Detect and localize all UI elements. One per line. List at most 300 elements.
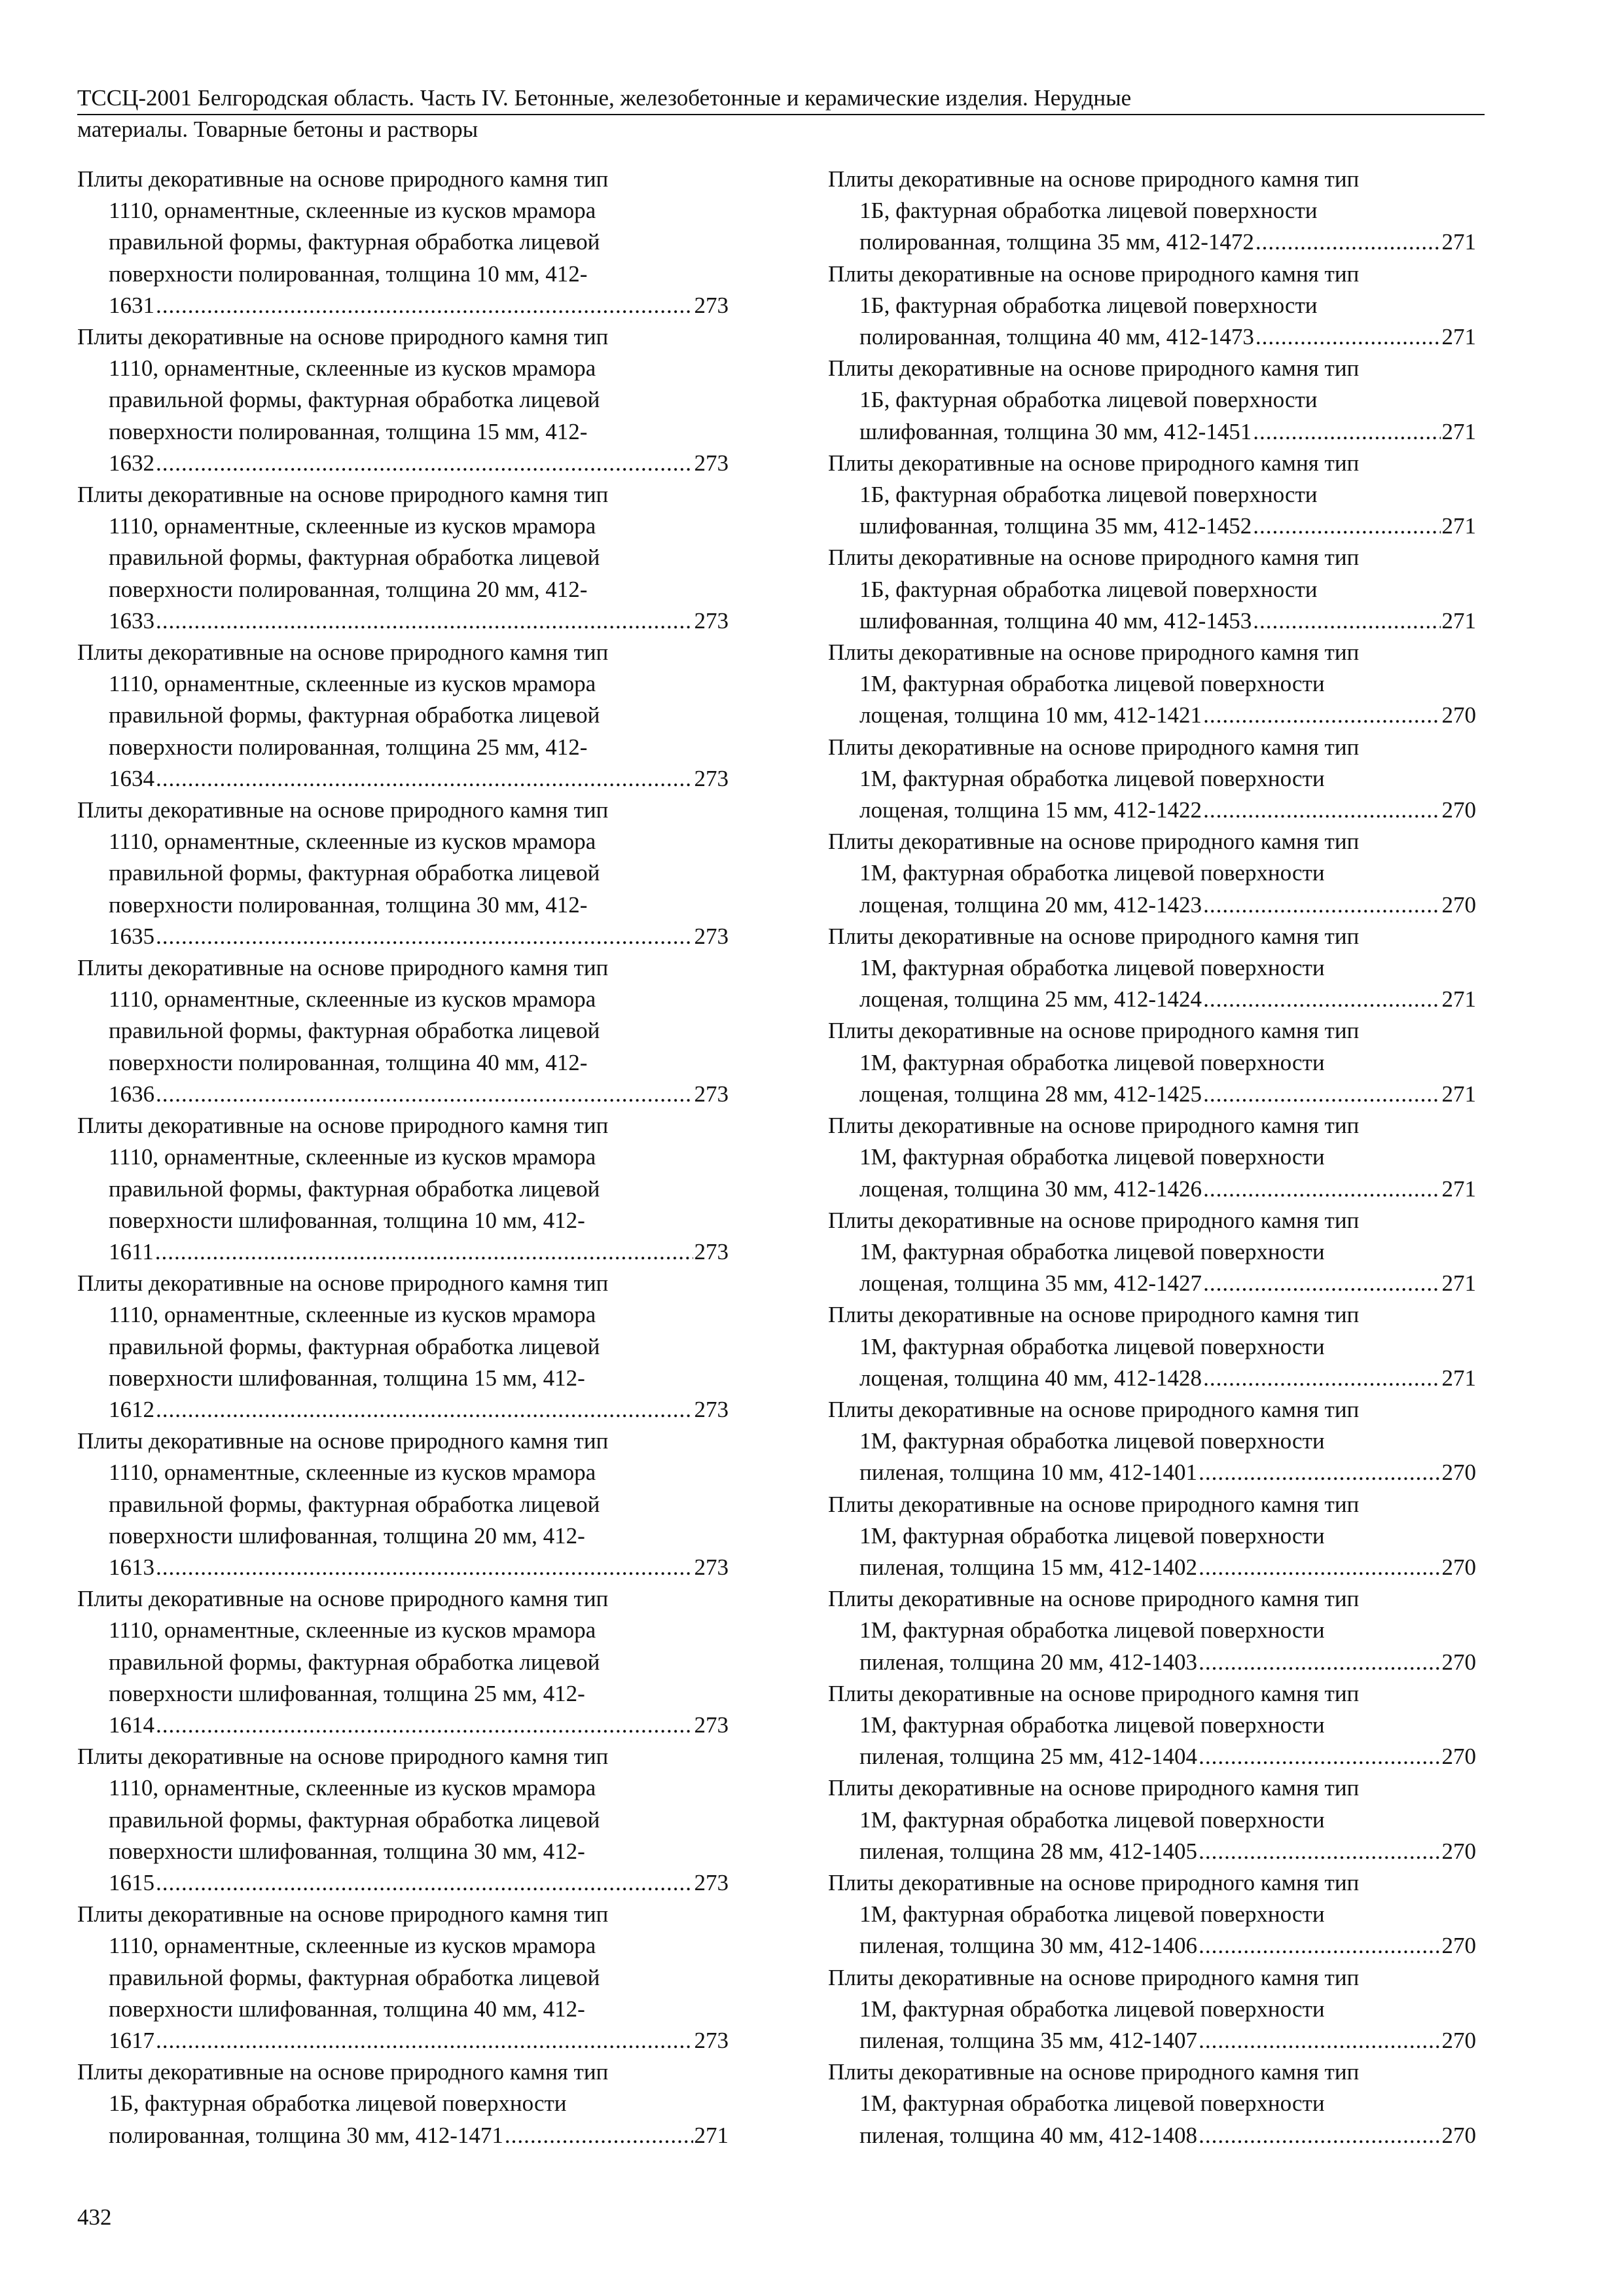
dot-leader xyxy=(1199,1457,1440,1488)
entry-title: Плиты декоративные на основе природного камня тип xyxy=(828,260,1360,287)
entry-title: Плиты декоративные на основе природного камня тип xyxy=(828,545,1360,571)
index-entry xyxy=(828,1583,1476,1678)
entry-code: пиленая, толщина 20 мм, 412-1403 xyxy=(859,1649,1198,1675)
dot-leader xyxy=(1199,1930,1440,1962)
entry-code: пиленая, толщина 35 мм, 412-1407 xyxy=(859,2027,1198,2053)
entry-continuation xyxy=(828,1710,1476,1772)
entry-page-ref: 273 xyxy=(694,1081,729,1107)
entry-continuation xyxy=(77,984,729,1110)
dot-leader xyxy=(156,1552,693,1583)
entry-continuation xyxy=(828,384,1476,447)
entry-line: 1Б, фактурная обработка лицевой поверхности xyxy=(859,387,1318,413)
index-entry xyxy=(828,1962,1476,2057)
entry-line: правильной формы, фактурная обработка лицевой xyxy=(109,1175,600,1202)
entry-code: 1611 xyxy=(109,1238,154,1265)
entry-continuation xyxy=(828,1236,1476,1299)
entry-title: Плиты декоративные на основе природного камня тип xyxy=(828,1302,1360,1328)
dot-leader xyxy=(156,921,693,952)
entry-page-ref: 273 xyxy=(694,2027,729,2053)
entry-page-ref: 273 xyxy=(694,1554,729,1580)
entry-line: 1М, фактурная обработка лицевой поверхности xyxy=(859,955,1325,981)
entry-continuation xyxy=(828,1520,1476,1583)
entry-page-ref: 270 xyxy=(1441,797,1476,823)
entry-line: поверхности полированная, толщина 20 мм, 412- xyxy=(109,576,588,602)
index-entry xyxy=(77,1110,729,1268)
entry-continuation xyxy=(828,952,1476,1015)
entry-line: поверхности шлифованная, толщина 40 мм, 412- xyxy=(109,1996,585,2022)
index-entry xyxy=(828,1867,1476,1962)
entry-code: пиленая, толщина 10 мм, 412-1401 xyxy=(859,1460,1198,1486)
entry-page-ref: 273 xyxy=(694,1712,729,1738)
entry-last-line xyxy=(109,763,729,795)
entry-continuation xyxy=(77,668,729,795)
entry-last-line xyxy=(859,511,1476,542)
entry-last-line xyxy=(859,1457,1476,1488)
entry-title: Плиты декоративные на основе природного камня тип xyxy=(828,923,1360,949)
dot-leader xyxy=(1203,795,1440,826)
entry-continuation xyxy=(828,1899,1476,1962)
index-entry xyxy=(828,542,1476,637)
entry-page-ref: 270 xyxy=(1441,1933,1476,1959)
dot-leader xyxy=(1255,321,1441,353)
entry-continuation xyxy=(77,826,729,952)
entry-line: поверхности полированная, толщина 40 мм, 412- xyxy=(109,1049,588,1075)
dot-leader xyxy=(1203,1079,1440,1110)
entry-line: правильной формы, фактурная обработка лицевой xyxy=(109,1649,600,1675)
entry-code: пиленая, толщина 28 мм, 412-1405 xyxy=(859,1838,1198,1864)
index-entry xyxy=(77,479,729,637)
entry-title: Плиты декоративные на основе природного камня тип xyxy=(828,639,1360,666)
entry-continuation xyxy=(828,1331,1476,1394)
entry-page-ref: 273 xyxy=(694,1869,729,1895)
entry-last-line xyxy=(859,605,1476,637)
entry-line: 1110, орнаментные, склеенные из кусков мрамора xyxy=(109,1933,596,1959)
entry-code: пиленая, толщина 30 мм, 412-1406 xyxy=(859,1933,1198,1959)
entry-last-line xyxy=(859,984,1476,1015)
entry-page-ref: 270 xyxy=(1441,1744,1476,1770)
dot-leader xyxy=(1199,1741,1440,1772)
entry-line: поверхности шлифованная, толщина 20 мм, 412- xyxy=(109,1522,585,1549)
entry-continuation xyxy=(77,511,729,637)
entry-line: 1Б, фактурная обработка лицевой поверхности xyxy=(109,2090,567,2117)
entry-last-line xyxy=(859,1836,1476,1867)
entry-line: 1Б, фактурная обработка лицевой поверхности xyxy=(859,482,1318,508)
entry-title: Плиты декоративные на основе природного камня тип xyxy=(77,324,609,350)
entry-page-ref: 273 xyxy=(694,1396,729,1422)
entry-title: Плиты декоративные на основе природного камня тип xyxy=(77,639,609,666)
entry-page-ref: 270 xyxy=(1441,891,1476,918)
entry-line: поверхности шлифованная, толщина 30 мм, 412- xyxy=(109,1838,585,1864)
index-column-left xyxy=(77,164,729,2151)
index-entry xyxy=(77,1583,729,1741)
entry-page-ref: 271 xyxy=(1441,986,1476,1013)
entry-code: полированная, толщина 35 мм, 412-1472 xyxy=(859,229,1254,255)
dot-leader xyxy=(155,1236,693,1268)
entry-line: 1110, орнаментные, склеенные из кусков мрамора xyxy=(109,829,596,855)
entry-code: лощеная, толщина 40 мм, 412-1428 xyxy=(859,1365,1202,1391)
entry-code: лощеная, толщина 35 мм, 412-1427 xyxy=(859,1270,1202,1297)
entry-title: Плиты декоративные на основе природного камня тип xyxy=(77,797,609,823)
entry-line: 1Б, фактурная обработка лицевой поверхности xyxy=(859,576,1318,602)
dot-leader xyxy=(1199,1552,1440,1583)
entry-line: 1М, фактурная обработка лицевой поверхности xyxy=(859,1144,1325,1170)
entry-line: 1Б, фактурная обработка лицевой поверхности xyxy=(859,198,1318,224)
entry-line: правильной формы, фактурная обработка лицевой xyxy=(109,387,600,413)
dot-leader xyxy=(1203,1174,1440,1205)
entry-last-line xyxy=(859,1741,1476,1772)
entry-title: Плиты декоративные на основе природного камня тип xyxy=(828,1680,1360,1706)
entry-code: лощеная, толщина 28 мм, 412-1425 xyxy=(859,1081,1202,1107)
entry-continuation xyxy=(828,1141,1476,1204)
dot-leader xyxy=(156,1710,693,1741)
entry-last-line xyxy=(109,2120,729,2151)
index-entry xyxy=(77,952,729,1110)
dot-leader xyxy=(1199,2025,1440,2056)
entry-title: Плиты декоративные на основе природного камня тип xyxy=(828,450,1360,476)
entry-continuation xyxy=(828,479,1476,542)
entry-title: Плиты декоративные на основе природного камня тип xyxy=(77,1428,609,1454)
index-entry xyxy=(828,259,1476,353)
entry-continuation xyxy=(77,2088,729,2151)
entry-page-ref: 271 xyxy=(1441,1365,1476,1391)
entry-continuation xyxy=(828,1615,1476,1677)
index-entry xyxy=(828,637,1476,732)
entry-continuation xyxy=(828,1426,1476,1488)
dot-leader xyxy=(505,2120,693,2151)
entry-title: Плиты декоративные на основе природного камня тип xyxy=(828,1113,1360,1139)
entry-line: поверхности полированная, толщина 15 мм, 412- xyxy=(109,418,588,444)
entry-line: 1110, орнаментные, склеенные из кусков мрамора xyxy=(109,513,596,539)
entry-code: лощеная, толщина 20 мм, 412-1423 xyxy=(859,891,1202,918)
dot-leader xyxy=(1253,605,1440,637)
entry-title: Плиты декоративные на основе природного камня тип xyxy=(828,2059,1360,2085)
entry-title: Плиты декоративные на основе природного камня тип xyxy=(828,1775,1360,1801)
entry-title: Плиты декоративные на основе природного камня тип xyxy=(828,1586,1360,1612)
entry-title: Плиты декоративные на основе природного камня тип xyxy=(77,482,609,508)
entry-last-line xyxy=(859,1268,1476,1299)
entry-last-line xyxy=(109,1079,729,1110)
entry-continuation xyxy=(828,1994,1476,2056)
entry-line: поверхности шлифованная, толщина 15 мм, 412- xyxy=(109,1365,585,1391)
entry-line: правильной формы, фактурная обработка лицевой xyxy=(109,1018,600,1044)
entry-line: правильной формы, фактурная обработка лицевой xyxy=(109,860,600,886)
entry-title: Плиты декоративные на основе природного камня тип xyxy=(828,1018,1360,1044)
entry-title: Плиты декоративные на основе природного камня тип xyxy=(77,1586,609,1612)
entry-last-line xyxy=(859,2120,1476,2151)
index-entry xyxy=(828,732,1476,827)
entry-line: 1110, орнаментные, склеенные из кусков мрамора xyxy=(109,1617,596,1643)
entry-line: правильной формы, фактурная обработка лицевой xyxy=(109,702,600,728)
entry-line: 1110, орнаментные, склеенные из кусков мрамора xyxy=(109,671,596,697)
entry-continuation xyxy=(77,1457,729,1583)
index-entry xyxy=(77,795,729,952)
entry-last-line xyxy=(859,700,1476,731)
dot-leader xyxy=(1203,700,1440,731)
entry-page-ref: 273 xyxy=(694,607,729,634)
dot-leader xyxy=(156,1867,693,1899)
entry-line: 1110, орнаментные, склеенные из кусков мрамора xyxy=(109,1775,596,1801)
entry-line: поверхности шлифованная, толщина 10 мм, 412- xyxy=(109,1207,585,1233)
index-entry xyxy=(77,1899,729,2056)
entry-line: 1110, орнаментные, склеенные из кусков мрамора xyxy=(109,986,596,1013)
entry-continuation xyxy=(828,1047,1476,1110)
entry-code: 1615 xyxy=(109,1869,154,1895)
header-line-2: материалы. Товарные бетоны и растворы xyxy=(77,117,478,142)
entry-continuation xyxy=(828,2088,1476,2151)
entry-continuation xyxy=(828,195,1476,258)
entry-last-line xyxy=(109,2025,729,2056)
entry-page-ref: 271 xyxy=(1441,1081,1476,1107)
entry-title: Плиты декоративные на основе природного камня тип xyxy=(828,166,1360,192)
entry-line: поверхности шлифованная, толщина 25 мм, 412- xyxy=(109,1680,585,1706)
index-entry xyxy=(828,2056,1476,2151)
entry-page-ref: 270 xyxy=(1441,1838,1476,1864)
dot-leader xyxy=(156,605,693,637)
entry-code: пиленая, толщина 15 мм, 412-1402 xyxy=(859,1554,1198,1580)
entry-continuation xyxy=(77,353,729,479)
entry-code: 1617 xyxy=(109,2027,154,2053)
index-entry xyxy=(828,1772,1476,1867)
entry-line: 1110, орнаментные, склеенные из кусков мрамора xyxy=(109,1460,596,1486)
entry-title: Плиты декоративные на основе природного камня тип xyxy=(77,1113,609,1139)
entry-line: 1110, орнаментные, склеенные из кусков мрамора xyxy=(109,198,596,224)
entry-page-ref: 270 xyxy=(1441,1460,1476,1486)
entry-line: 1М, фактурная обработка лицевой поверхности xyxy=(859,1617,1325,1643)
entry-line: правильной формы, фактурная обработка лицевой xyxy=(109,1491,600,1517)
dot-leader xyxy=(1253,416,1440,448)
entry-continuation xyxy=(77,1930,729,2056)
entry-last-line xyxy=(109,921,729,952)
dot-leader xyxy=(156,448,693,479)
entry-line: 1М, фактурная обработка лицевой поверхности xyxy=(859,765,1325,791)
entry-code: 1613 xyxy=(109,1554,154,1580)
dot-leader xyxy=(1199,1836,1440,1867)
index-entry xyxy=(828,1110,1476,1205)
entry-line: 1110, орнаментные, склеенные из кусков мрамора xyxy=(109,1144,596,1170)
entry-page-ref: 270 xyxy=(1441,2027,1476,2053)
entry-title: Плиты декоративные на основе природного камня тип xyxy=(77,166,609,192)
dot-leader xyxy=(156,290,693,321)
entry-line: поверхности полированная, толщина 10 мм, 412- xyxy=(109,260,588,287)
dot-leader xyxy=(1203,889,1440,921)
entry-page-ref: 273 xyxy=(694,1238,729,1265)
entry-code: 1632 xyxy=(109,450,154,476)
entry-continuation xyxy=(828,857,1476,920)
entry-code: лощеная, толщина 25 мм, 412-1424 xyxy=(859,986,1202,1013)
index-entry xyxy=(77,1268,729,1426)
entry-code: лощеная, толщина 30 мм, 412-1426 xyxy=(859,1175,1202,1202)
entry-title: Плиты декоративные на основе природного камня тип xyxy=(77,2059,609,2085)
entry-last-line xyxy=(859,1552,1476,1583)
entry-last-line xyxy=(859,1174,1476,1205)
entry-line: поверхности полированная, толщина 25 мм, 412- xyxy=(109,734,588,760)
index-entry xyxy=(828,448,1476,543)
entry-code: шлифованная, толщина 30 мм, 412-1451 xyxy=(859,418,1252,444)
entry-line: 1110, орнаментные, склеенные из кусков мрамора xyxy=(109,1302,596,1328)
entry-page-ref: 271 xyxy=(1441,229,1476,255)
index-entry xyxy=(828,826,1476,921)
entry-code: полированная, толщина 40 мм, 412-1473 xyxy=(859,324,1254,350)
entry-page-ref: 271 xyxy=(1441,324,1476,350)
entry-page-ref: 273 xyxy=(694,765,729,791)
page-number: 432 xyxy=(77,2204,112,2230)
entry-line: правильной формы, фактурная обработка лицевой xyxy=(109,545,600,571)
entry-continuation xyxy=(77,1615,729,1741)
index-entry xyxy=(828,1489,1476,1584)
entry-code: лощеная, толщина 10 мм, 412-1421 xyxy=(859,702,1202,728)
entry-last-line xyxy=(109,1710,729,1741)
dot-leader xyxy=(1199,2120,1440,2151)
entry-last-line xyxy=(859,795,1476,826)
entry-title: Плиты декоративные на основе природного камня тип xyxy=(828,1491,1360,1517)
entry-line: 1М, фактурная обработка лицевой поверхности xyxy=(859,860,1325,886)
entry-page-ref: 270 xyxy=(1441,702,1476,728)
index-column-right xyxy=(828,164,1476,2151)
dot-leader xyxy=(156,2025,693,2056)
entry-line: 1М, фактурная обработка лицевой поверхности xyxy=(859,1428,1325,1454)
entry-title: Плиты декоративные на основе природного камня тип xyxy=(828,1964,1360,1990)
entry-code: шлифованная, толщина 40 мм, 412-1453 xyxy=(859,607,1252,634)
entry-last-line xyxy=(859,1647,1476,1678)
dot-leader xyxy=(156,763,693,795)
entry-page-ref: 271 xyxy=(1441,607,1476,634)
entry-last-line xyxy=(859,226,1476,258)
entry-code: пиленая, толщина 40 мм, 412-1408 xyxy=(859,2122,1198,2148)
entry-line: 1М, фактурная обработка лицевой поверхности xyxy=(859,1901,1325,1928)
entry-title: Плиты декоративные на основе природного камня тип xyxy=(828,829,1360,855)
index-entry xyxy=(828,1015,1476,1110)
entry-code: 1634 xyxy=(109,765,154,791)
index-entry xyxy=(77,1426,729,1583)
entry-last-line xyxy=(859,1930,1476,1962)
entry-line: 1М, фактурная обработка лицевой поверхности xyxy=(859,1806,1325,1833)
dot-leader xyxy=(1255,226,1441,258)
entry-continuation xyxy=(77,1772,729,1899)
index-entry xyxy=(828,1394,1476,1489)
index-entry xyxy=(828,164,1476,259)
entry-continuation xyxy=(828,1804,1476,1867)
entry-line: 1Б, фактурная обработка лицевой поверхности xyxy=(859,292,1318,318)
entry-line: правильной формы, фактурная обработка лицевой xyxy=(109,229,600,255)
entry-line: 1М, фактурная обработка лицевой поверхности xyxy=(859,1712,1325,1738)
entry-code: 1614 xyxy=(109,1712,154,1738)
entry-title: Плиты декоративные на основе природного камня тип xyxy=(828,355,1360,382)
index-entry xyxy=(77,2056,729,2151)
entry-last-line xyxy=(109,448,729,479)
entry-last-line xyxy=(109,605,729,637)
entry-page-ref: 273 xyxy=(694,292,729,318)
entry-line: поверхности полированная, толщина 30 мм, 412- xyxy=(109,891,588,918)
entry-page-ref: 271 xyxy=(1441,1270,1476,1297)
entry-continuation xyxy=(828,290,1476,353)
entry-code: 1612 xyxy=(109,1396,154,1422)
entry-page-ref: 273 xyxy=(694,450,729,476)
entry-code: пиленая, толщина 25 мм, 412-1404 xyxy=(859,1744,1198,1770)
entry-code: шлифованная, толщина 35 мм, 412-1452 xyxy=(859,513,1252,539)
entry-continuation xyxy=(77,195,729,321)
entry-line: 1М, фактурная обработка лицевой поверхности xyxy=(859,671,1325,697)
index-entry xyxy=(828,1205,1476,1300)
entry-last-line xyxy=(859,889,1476,921)
index-entry xyxy=(77,637,729,795)
entry-title: Плиты декоративные на основе природного камня тип xyxy=(828,1207,1360,1233)
dot-leader xyxy=(1199,1647,1440,1678)
entry-title: Плиты декоративные на основе природного камня тип xyxy=(77,1901,609,1928)
entry-title: Плиты декоративные на основе природного камня тип xyxy=(77,955,609,981)
dot-leader xyxy=(1203,984,1440,1015)
entry-page-ref: 271 xyxy=(1441,418,1476,444)
entry-title: Плиты декоративные на основе природного камня тип xyxy=(77,1744,609,1770)
entry-continuation xyxy=(77,1141,729,1268)
entry-last-line xyxy=(109,290,729,321)
dot-leader xyxy=(156,1394,693,1426)
entry-code: 1636 xyxy=(109,1081,154,1107)
entry-page-ref: 271 xyxy=(1441,513,1476,539)
entry-last-line xyxy=(859,416,1476,448)
entry-line: 1М, фактурная обработка лицевой поверхности xyxy=(859,1333,1325,1359)
dot-leader xyxy=(1203,1268,1440,1299)
entry-continuation xyxy=(828,668,1476,731)
entry-title: Плиты декоративные на основе природного камня тип xyxy=(828,1869,1360,1895)
entry-page-ref: 270 xyxy=(1441,2122,1476,2148)
entry-continuation xyxy=(828,574,1476,637)
entry-page-ref: 271 xyxy=(1441,1175,1476,1202)
entry-title: Плиты декоративные на основе природного камня тип xyxy=(828,1396,1360,1422)
entry-continuation xyxy=(828,763,1476,826)
dot-leader xyxy=(1203,1363,1440,1394)
entry-last-line xyxy=(859,321,1476,353)
entry-line: 1М, фактурная обработка лицевой поверхности xyxy=(859,2090,1325,2117)
entry-title: Плиты декоративные на основе природного камня тип xyxy=(828,734,1360,760)
entry-line: 1М, фактурная обработка лицевой поверхности xyxy=(859,1049,1325,1075)
entry-line: правильной формы, фактурная обработка лицевой xyxy=(109,1806,600,1833)
entry-last-line xyxy=(109,1552,729,1583)
entry-last-line xyxy=(109,1867,729,1899)
header-line-1: ТССЦ-2001 Белгородская область. Часть IV. Бетонные, железобетонные и керамические изделия. Нерудные xyxy=(77,84,1485,115)
entry-code: 1631 xyxy=(109,292,154,318)
entry-continuation xyxy=(77,1299,729,1426)
entry-page-ref: 270 xyxy=(1441,1649,1476,1675)
entry-code: 1635 xyxy=(109,923,154,949)
index-entry xyxy=(828,1678,1476,1773)
entry-last-line xyxy=(109,1394,729,1426)
index-entry xyxy=(77,164,729,321)
running-header xyxy=(77,84,1485,144)
entry-line: 1М, фактурная обработка лицевой поверхности xyxy=(859,1996,1325,2022)
index-entry xyxy=(828,353,1476,448)
dot-leader xyxy=(1253,511,1440,542)
entry-code: лощеная, толщина 15 мм, 412-1422 xyxy=(859,797,1202,823)
index-entry xyxy=(77,1741,729,1899)
entry-code: 1633 xyxy=(109,607,154,634)
index-entry xyxy=(77,321,729,479)
entry-line: правильной формы, фактурная обработка лицевой xyxy=(109,1333,600,1359)
entry-last-line xyxy=(859,1363,1476,1394)
entry-page-ref: 273 xyxy=(694,923,729,949)
index-entry xyxy=(828,1299,1476,1394)
entry-line: 1110, орнаментные, склеенные из кусков мрамора xyxy=(109,355,596,382)
entry-line: 1М, фактурная обработка лицевой поверхности xyxy=(859,1238,1325,1265)
index-entry xyxy=(828,921,1476,1016)
dot-leader xyxy=(156,1079,693,1110)
entry-page-ref: 270 xyxy=(1441,1554,1476,1580)
entry-last-line xyxy=(859,2025,1476,2056)
entry-last-line xyxy=(859,1079,1476,1110)
entry-page-ref: 271 xyxy=(694,2122,729,2148)
entry-code: полированная, толщина 30 мм, 412-1471 xyxy=(109,2122,503,2148)
entry-last-line xyxy=(109,1236,729,1268)
entry-title: Плиты декоративные на основе природного камня тип xyxy=(77,1270,609,1297)
